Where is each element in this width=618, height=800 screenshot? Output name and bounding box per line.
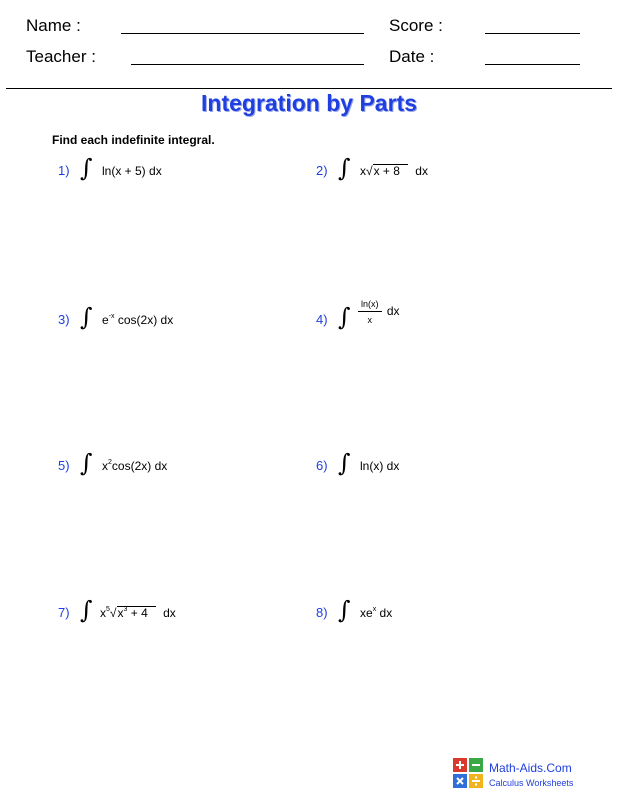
footer-brand: Math-Aids.Com	[489, 761, 572, 775]
date-field[interactable]	[485, 64, 580, 65]
radical-sign: √	[366, 164, 373, 178]
instructions: Find each indefinite integral.	[52, 133, 215, 147]
problem-number: 5)	[58, 458, 70, 473]
integral-symbol: ∫	[338, 303, 351, 331]
problem-number: 1)	[58, 163, 70, 178]
integral-symbol: ∫	[338, 596, 351, 624]
score-label: Score :	[389, 16, 443, 35]
integral-symbol: ∫	[80, 449, 93, 477]
name-label: Name :	[26, 16, 81, 35]
problem-number: 4)	[316, 312, 328, 327]
integral-symbol: ∫	[80, 596, 93, 624]
footer-subtitle: Calculus Worksheets	[489, 778, 574, 788]
integral-symbol: ∫	[80, 154, 93, 182]
radical-sign: √	[109, 606, 117, 620]
problem-expression: $e^{-x}$ cos(2x) dx	[102, 313, 174, 327]
integral-symbol: ∫	[338, 449, 351, 477]
integral-symbol: ∫	[80, 303, 93, 331]
page-title: Integration by Parts	[201, 90, 417, 116]
integral-symbol: ∫	[338, 154, 351, 182]
problem-number: 8)	[316, 605, 328, 620]
problem-expression: $\frac{\ln(x)}{x}$ dx	[358, 300, 400, 326]
problem-number: 2)	[316, 163, 328, 178]
problem-expression: $x^5√x^3 + 4$ dx	[100, 606, 176, 620]
problem-expression: ln(x) dx	[360, 459, 400, 473]
problem-number: 6)	[316, 458, 328, 473]
fraction: $\frac{\ln(x)}{x}$	[358, 299, 382, 325]
problem-expression: x√x + 8 dx	[360, 164, 428, 178]
problem-number: 7)	[58, 605, 70, 620]
problem-expression: $xe^x$ dx	[360, 606, 393, 620]
header-divider	[6, 88, 612, 89]
score-field[interactable]	[485, 33, 580, 34]
problem-number: 3)	[58, 312, 70, 327]
name-field[interactable]	[121, 33, 364, 34]
date-label: Date :	[389, 47, 435, 66]
teacher-label: Teacher :	[26, 47, 96, 66]
teacher-field[interactable]	[131, 64, 364, 65]
problem-expression: $x^2\cos(2x)$ dx	[102, 459, 168, 473]
math-operators-icon	[453, 758, 483, 788]
problem-expression: ln(x + 5) dx	[102, 164, 162, 178]
